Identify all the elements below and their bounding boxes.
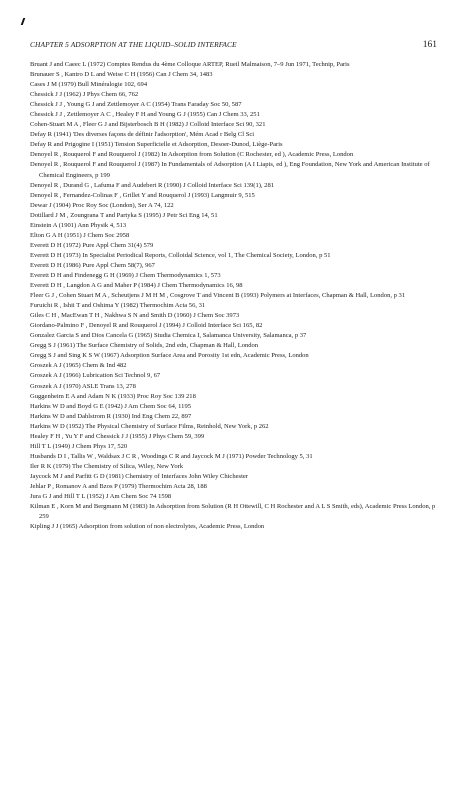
reference-entry: Harkins W D (1952) The Physical Chemistry of Surface Films, Reinhold, New York, p 262 [30,422,269,430]
reference-entry: Hill T L (1949) J Chem Phys 17, 520 [30,442,128,450]
reference-entry: Chessick J J (1962) J Phys Chem 66, 762 [30,91,139,99]
reference-entry: Denoyel R , Rouquerol F and Rouquerol J (1982) In Adsorption from Solution (C Rochester, ed ), Academic Press, London [30,151,354,159]
reference-entry: Healey F H , Yu Y F and Chessick J J (1955) J Phys Chem 59, 399 [30,432,205,440]
reference-entry: Husbands D I , Tallis W , Waldsax J C R , Woodings C R and Jaycock M J (1971) Powder Technology 5, 31 [30,452,313,460]
page-number: 161 [422,40,437,50]
reference-entry: Everett D H (1973) In Specialist Periodical Reports, Colloidal Science, vol 1, The Chemical Society, London, p 51 [30,251,331,259]
reference-entry: Guggenheim E A and Adam N K (1933) Proc Roy Soc 139 218 [30,392,196,400]
reference-entry: Dotillard J M , Zoungrana T and Partyka S (1995) J Petr Sci Eng 14, 51 [30,211,218,219]
reference-entry: Defay R (1941) 'Des diverses façons de définir l'adsorption', Mém Acad r Belg Cl Sci [30,131,255,139]
reference-entry: Cohen-Stuart M A , Fleer G J and Bijsterbosch B H (1982) J Colloid Interface Sci 90, 321 [30,121,266,129]
reference-entry: Cases J M (1979) Bull Minéralogie 102, 694 [30,81,148,89]
reference-entry: Einstein A (1901) Ann Physik 4, 513 [30,221,127,229]
reference-entry: Chessick J J , Young G J and Zettlemoyer A C (1954) Trans Faraday Soc 50, 587 [30,101,242,109]
reference-entry: Jaycock M J and Parfitt G D (1981) Chemistry of Interfaces John Wiley Chichester [30,472,248,480]
reference-entry: Fleer G J , Cohen Stuart M A , Scheutjens J M H M , Cosgrove T and Vincent B (1993) Polymers at Interfaces, Chapman & Hall, London, p 31 [30,292,406,300]
reference-entry: Denoyel R , Durand G , Lafuma F and Audebert R (1990) J Colloid Interface Sci 139(1), 281 [30,181,274,189]
reference-entry: Denoyel R , Fernandez-Colinas F , Grillet Y and Rouquerol J (1993) Langmuir 9, 515 [30,191,255,199]
reference-entry: Defay R and Prigogine I (1951) Tension Superficielle et Adsorption, Desoer-Dunod, Liège-Paris [30,141,283,149]
reference-entry: Elton G A H (1951) J Chem Soc 2958 [30,231,130,239]
reference-entry: Denoyel R , Rouquerol F and Rouquerol J (1987) In Fundamentals of Adsorption (A I Liapis, ed ), Eng Foundation, New York and American Institute of Chemical Engineers, p 199 [30,161,430,179]
reference-entry: Furuichi R , Ishii T and Oshima Y (1982) Thermochim Acta 56, 31 [30,302,206,310]
reference-entry: Everett D H , Langdon A G and Maher P (1984) J Chem Thermodynamics 16, 98 [30,282,243,290]
page-header [30,40,437,50]
reference-entry: Giordano-Palmino F , Denoyel R and Rouquerol J (1994) J Colloid Interface Sci 165, 82 [30,322,263,330]
reference-entry: Groszek A J (1970) ASLE Trans 13, 278 [30,382,136,390]
reference-entry: Iler R K (1979) The Chemistry of Silica, Wiley, New York [30,462,184,470]
reference-entry: Dewar J (1904) Proc Roy Soc (London), Ser A 74, 122 [30,201,174,209]
running-head: CHAPTER 5 ADSORPTION AT THE LIQUID–SOLID INTERFACE [30,40,237,49]
reference-entry: Kipling J J (1965) Adsorption from solution of non electrolytes, Academic Press, London [30,523,265,531]
reference-entry: Bruant J and Caeec L (1972) Comptes Rendus du 4ème Colloque ARTEP, Rueil Malmaison, 7–9 Jun 1971, Technip, Paris [30,61,350,68]
reference-entry: Giles C H , MacEwan T H , Nakhwa S N and Smith D (1960) J Chem Soc 3973 [30,312,240,320]
reference-entry: Brunauer S , Kantro D L and Weise C H (1956) Can J Chem 34, 1483 [30,71,213,79]
reference-entry: Everett D H (1986) Pure Appl Chem 58(7), 967 [30,261,155,269]
reference-entry: Jura G J and Hill T L (1952) J Am Chem Soc 74 1598 [30,493,172,501]
reference-entry: Everett D H and Findenegg G H (1969) J Chem Thermodynamics 1, 573 [30,271,221,279]
reference-entry: Harkins W D and Boyd G E (1942) J Am Chem Soc 64, 1195 [30,402,191,410]
reference-entry: Gonzalez Garcia S and Dios Cancela G (1965) Studia Chemica I, Salamanca University, Salamanca, p 37 [30,332,307,340]
reference-list [30,60,441,532]
reference-entry: Groszek A J (1966) Lubrication Sci Technol 9, 67 [30,372,161,380]
reference-entry: Kilman E , Korn M and Bergmann M (1983) In Adsorption from Solution (R H Ottewill, C H Rochester and A L S Smith, eds), Academic Press London, p 259 [30,503,436,521]
reference-entry: Gregg S J and Sing K S W (1967) Adsorption Surface Area and Porosity 1st edn, Academic Press, London [30,352,309,360]
reference-entry: Harkins W D and Dahlstrom R (1930) Ind Eng Chem 22, 897 [30,412,192,420]
reference-entry: Groszek A J (1965) Chem & Ind 482 [30,362,127,370]
reference-entry: Jehlar P , Romanov A and Bzos P (1979) Thermochim Acta 28, 188 [30,482,207,490]
reference-entry: Gregg S J (1961) The Surface Chemistry of Solids, 2nd edn, Chapman & Hall, London [30,342,259,350]
corner-tick-mark [21,18,26,25]
reference-entry: Chessick J J , Zettlemoyer A C , Healey F H and Young G J (1955) Can J Chem 33, 251 [30,111,260,119]
reference-entry: Everett D H (1972) Pure Appl Chem 31(4) 579 [30,241,154,249]
